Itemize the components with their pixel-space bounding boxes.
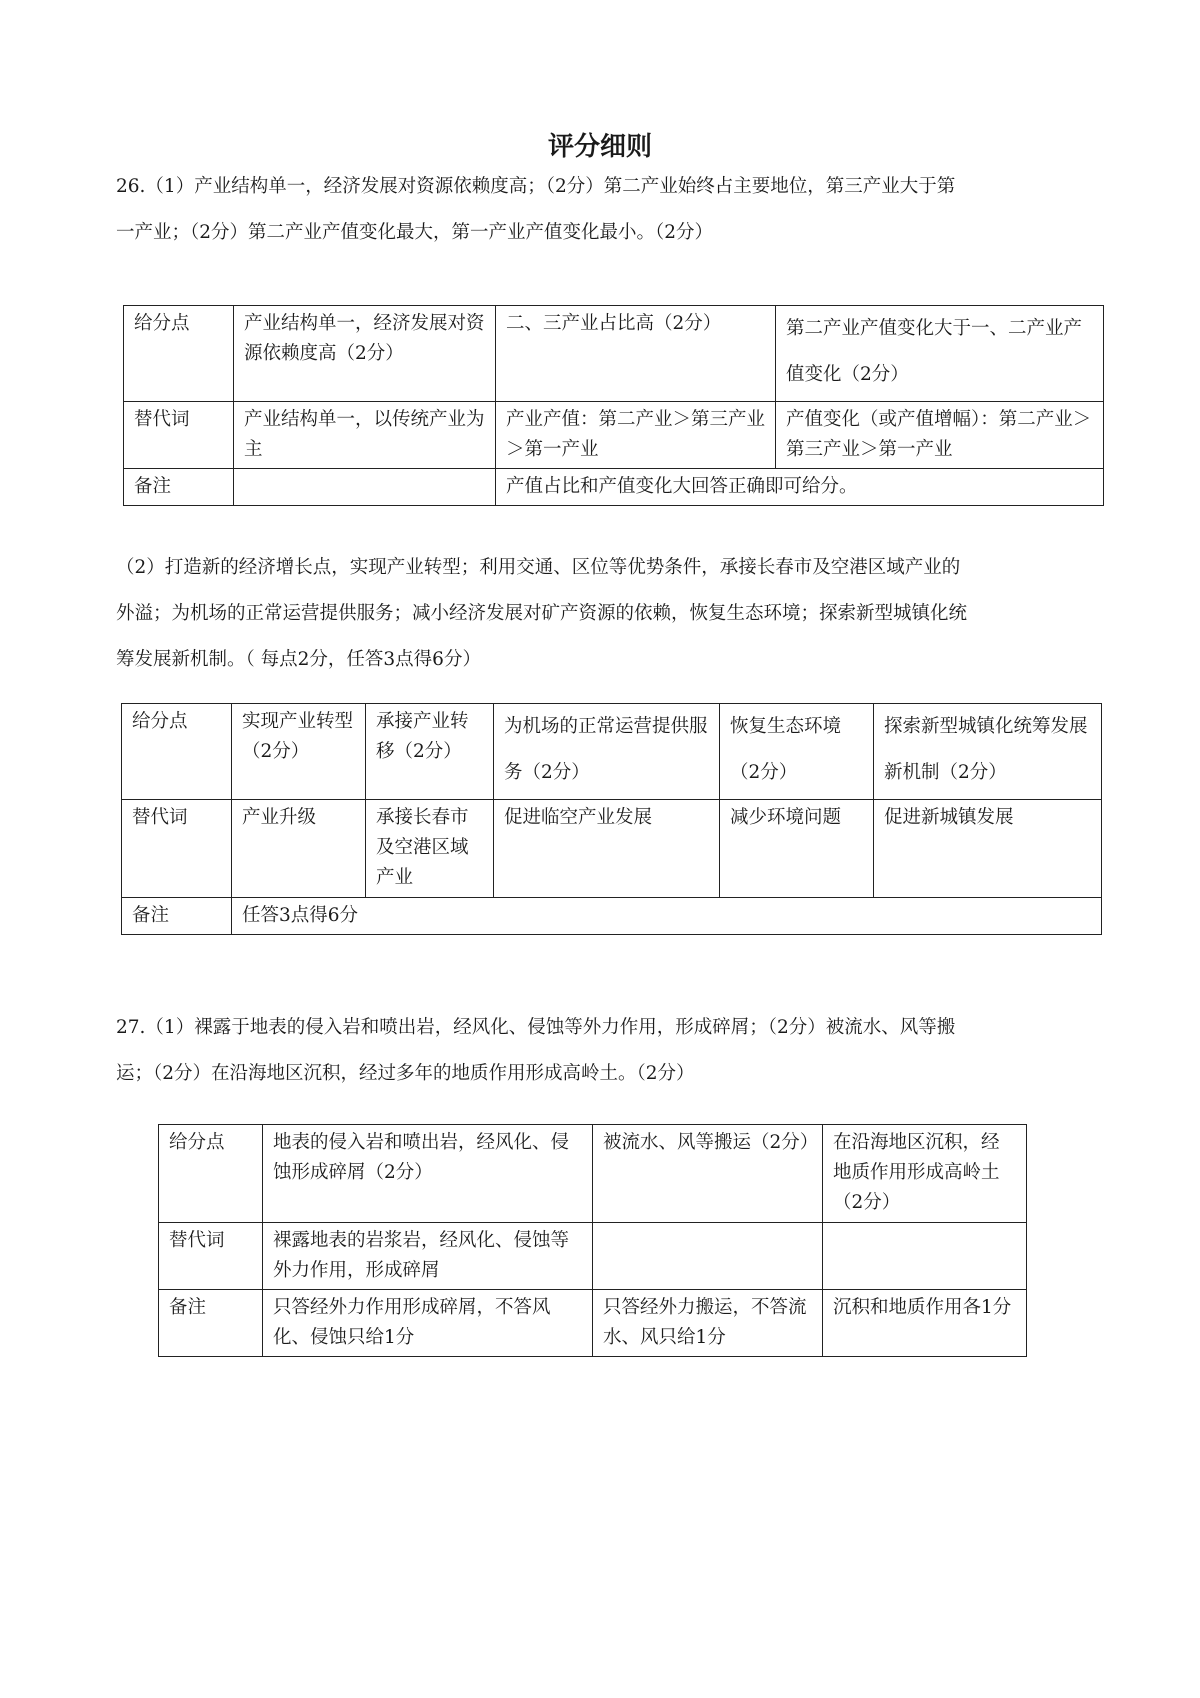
table-row bbox=[159, 1290, 1027, 1357]
table-cell: 产业产值：第二产业＞第三产业＞第一产业 bbox=[496, 402, 776, 469]
table-cell: 第二产业产值变化大于一、二产业产值变化（2分） bbox=[776, 306, 1104, 402]
table-cell: 只答经外力搬运，不答流水、风只给1分 bbox=[593, 1290, 823, 1357]
page-title: 评分细则 bbox=[547, 132, 652, 162]
table-cell: 产业结构单一，以传统产业为主 bbox=[234, 402, 496, 469]
row-header: 替代词 bbox=[159, 1223, 263, 1290]
q26-part2-table bbox=[121, 703, 1102, 935]
table-cell bbox=[234, 469, 496, 506]
table-cell: 恢复生态环境（2分） bbox=[720, 704, 874, 800]
row-header: 给分点 bbox=[159, 1125, 263, 1223]
q26-part1-line2: 一产业；（2分）第二产业产值变化最大，第一产业产值变化最小。（2分） bbox=[116, 222, 714, 243]
table-row bbox=[122, 704, 1102, 800]
q26-part1-table bbox=[123, 305, 1104, 506]
table-cell: 在沿海地区沉积，经地质作用形成高岭土（2分） bbox=[823, 1125, 1027, 1223]
q26-part2-text bbox=[116, 545, 1096, 683]
table-cell: 只答经外力作用形成碎屑，不答风化、侵蚀只给1分 bbox=[263, 1290, 593, 1357]
table-row bbox=[159, 1223, 1027, 1290]
q27-part1-table bbox=[158, 1124, 1027, 1357]
table-cell bbox=[593, 1223, 823, 1290]
row-header: 备注 bbox=[122, 898, 232, 935]
row-header: 替代词 bbox=[124, 402, 234, 469]
row-header: 给分点 bbox=[124, 306, 234, 402]
table-cell: 促进临空产业发展 bbox=[494, 800, 720, 898]
table-cell: 承接长春市及空港区域产业 bbox=[366, 800, 494, 898]
q26-part1-line1: 26.（1）产业结构单一，经济发展对资源依赖度高；（2分）第二产业始终占主要地位，第三产业大于第 bbox=[116, 176, 956, 197]
row-header: 备注 bbox=[159, 1290, 263, 1357]
row-header: 替代词 bbox=[122, 800, 232, 898]
table-cell: 实现产业转型（2分） bbox=[232, 704, 366, 800]
table-row bbox=[122, 800, 1102, 898]
q26-part2-line1: （2）打造新的经济增长点，实现产业转型；利用交通、区位等优势条件，承接长春市及空港区域产业的 bbox=[116, 557, 961, 578]
table-cell bbox=[823, 1223, 1027, 1290]
table-cell: 任答3点得6分 bbox=[232, 898, 1102, 935]
table-row bbox=[159, 1125, 1027, 1223]
table-cell: 地表的侵入岩和喷出岩，经风化、侵蚀形成碎屑（2分） bbox=[263, 1125, 593, 1223]
table-row bbox=[122, 898, 1102, 935]
table-row bbox=[124, 402, 1104, 469]
row-header: 备注 bbox=[124, 469, 234, 506]
table-cell: 二、三产业占比高（2分） bbox=[496, 306, 776, 402]
table-cell: 探索新型城镇化统筹发展新机制（2分） bbox=[874, 704, 1102, 800]
table-cell: 产业升级 bbox=[232, 800, 366, 898]
q27-part1-line1: 27.（1）裸露于地表的侵入岩和喷出岩，经风化、侵蚀等外力作用，形成碎屑；（2分）被流水、风等搬 bbox=[116, 1017, 956, 1038]
table-row bbox=[124, 469, 1104, 506]
row-header: 给分点 bbox=[122, 704, 232, 800]
table-cell: 促进新城镇发展 bbox=[874, 800, 1102, 898]
q26-part1-text bbox=[116, 164, 1096, 256]
q27-part1-line2: 运；（2分）在沿海地区沉积，经过多年的地质作用形成高岭土。（2分） bbox=[116, 1063, 695, 1084]
table-cell: 裸露地表的岩浆岩，经风化、侵蚀等外力作用，形成碎屑 bbox=[263, 1223, 593, 1290]
table-cell: 被流水、风等搬运（2分） bbox=[593, 1125, 823, 1223]
table-cell: 减少环境问题 bbox=[720, 800, 874, 898]
table-cell: 为机场的正常运营提供服务（2分） bbox=[494, 704, 720, 800]
table-cell: 产值占比和产值变化大回答正确即可给分。 bbox=[496, 469, 1104, 506]
table-cell: 产值变化（或产值增幅）：第二产业＞第三产业＞第一产业 bbox=[776, 402, 1104, 469]
q26-part2-line3: 筹发展新机制。（ 每点2分，任答3点得6分） bbox=[116, 649, 481, 670]
table-cell: 承接产业转移（2分） bbox=[366, 704, 494, 800]
q27-part1-text bbox=[116, 1005, 1096, 1097]
table-cell: 产业结构单一，经济发展对资源依赖度高（2分） bbox=[234, 306, 496, 402]
q26-part2-line2: 外溢；为机场的正常运营提供服务；减小经济发展对矿产资源的依赖，恢复生态环境；探索新型城镇化统 bbox=[116, 603, 968, 624]
table-cell: 沉积和地质作用各1分 bbox=[823, 1290, 1027, 1357]
table-row bbox=[124, 306, 1104, 402]
